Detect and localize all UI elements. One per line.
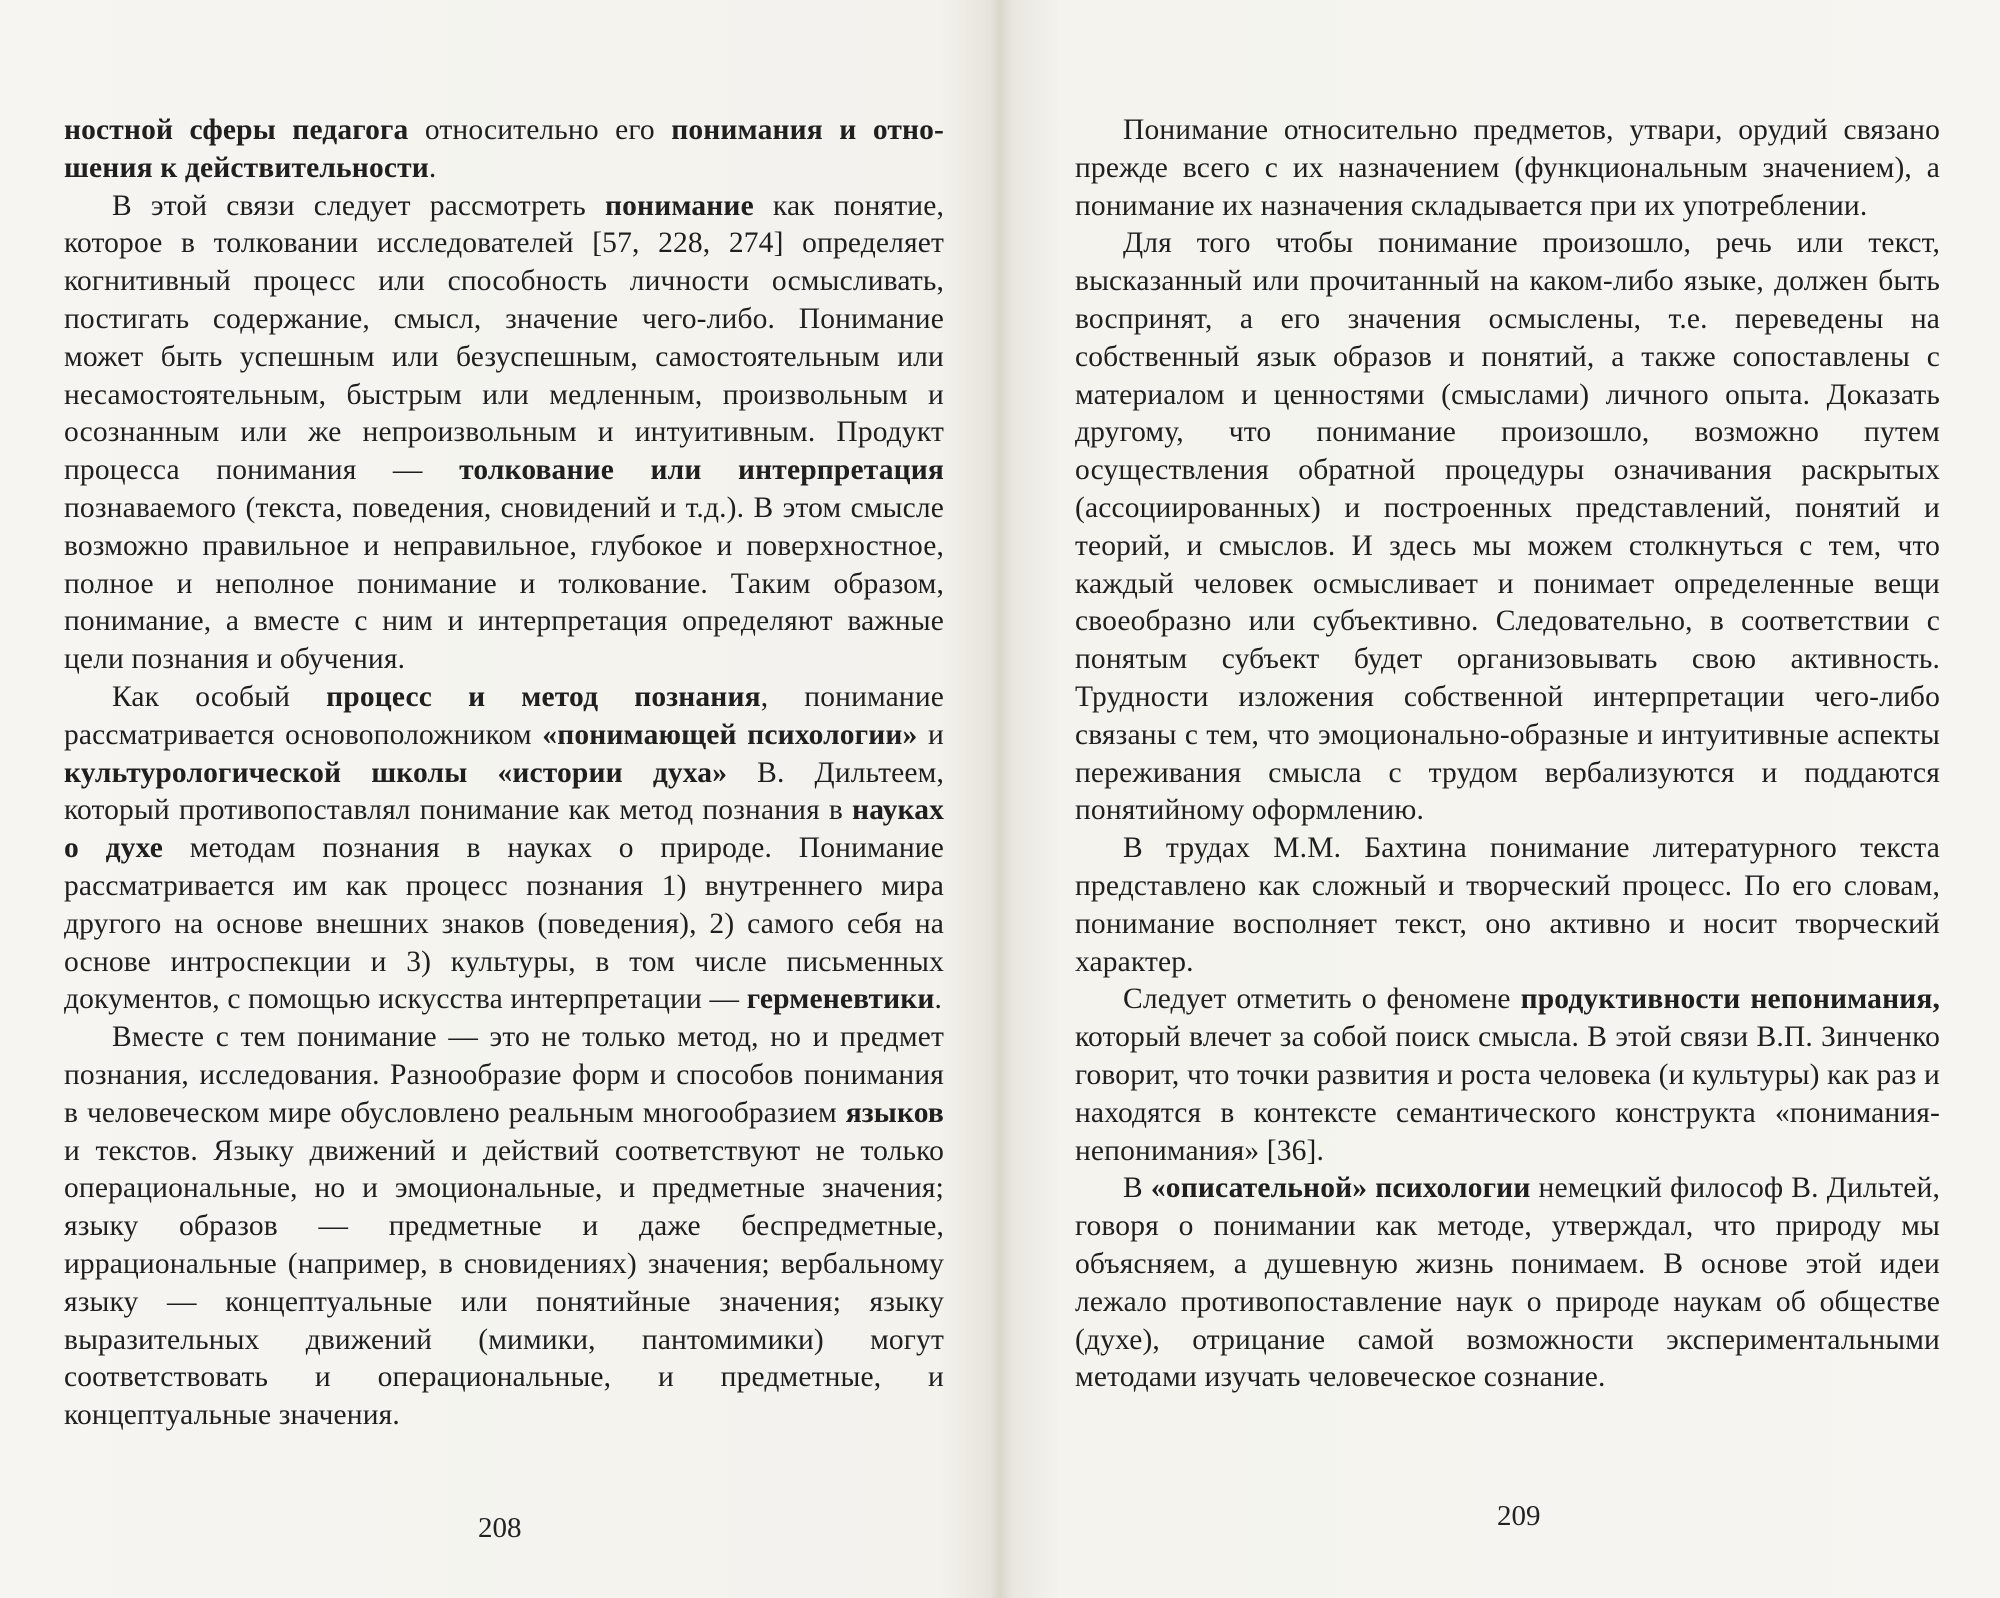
paragraph: [1075, 1170, 1940, 1397]
bold-term: понимания и отно-шения к действительности: [64, 114, 944, 184]
paragraph: [1075, 981, 1940, 1170]
bold-term: герменевтики: [746, 983, 935, 1016]
text-run: Вместе с тем понимание — это не только метод, но и предмет познания, исследования. Разнообразие форм и способов понимания в человеческом мире обусловлено реальным многообразием: [64, 1021, 944, 1129]
text-run: Для того чтобы понимание произошло, речь или текст, высказанный или прочитанный на каком-либо языке, должен быть воспринят, а его значения осмыслены, т.е. переведены на собственный язык образов и понятий, а также сопоставлены с материалом и ценностями (смыслами) личного опыта. Доказать другому, что понимание произошло, возможно путем осуществления обратной процедуры означивания раскрытых (ассоциированных) и построенных представлений, понятий и теорий, и смыслов. И здесь мы можем столкнуться с тем, что каждый человек осмысливает и понимает определенные вещи своеобразно или субъективно. Следовательно, в соответствии с понятым субъект будет организовывать свою активность. Трудности изложения собственной интерпретации чего-либо связаны с тем, что эмоционально-образные и интуитивные аспекты переживания смысла с трудом вербализуются и поддаются понятийному оформлению.: [1075, 227, 1940, 827]
left-page: [64, 112, 944, 1435]
text-run: Следует отметить о феномене: [1123, 983, 1521, 1016]
text-run: В. Дильтеем, который противопоставлял понимание как метод познания в: [64, 756, 944, 827]
right-page-text: [1075, 112, 1940, 1397]
right-page: [1075, 112, 1940, 1397]
text-run: В трудах М.М. Бахтина понимание литературного текста представлено как сложный и творческий процесс. По его словам, понимание восполняет текст, оно активно и носит творческий характер.: [1075, 832, 1940, 978]
bold-term: продуктивности непонимания,: [1520, 983, 1940, 1016]
paragraph: [1075, 112, 1940, 225]
text-run: В этой связи следует рассмотреть: [112, 189, 605, 222]
paragraph: [1075, 225, 1940, 830]
page-number-left: 208: [478, 1512, 522, 1544]
text-run: познаваемого (текста, поведения, сновидений и т.д.). В этом смысле возможно правильное и неправильное, глубокое и поверхностное, полное и неполное понимание и толкование. Таким образом, понимание, а вместе с ним и интерпретация определяют важные цели познания и обучения.: [64, 491, 944, 676]
text-run: .: [934, 983, 943, 1016]
text-run: Понимание относительно предметов, утвари, орудий связано прежде всего с их назначением (функциональным значением), а понимание их назначения складывается при их употреблении.: [1075, 114, 1940, 222]
bold-term: «понимающей психологии»: [542, 718, 918, 751]
bold-term: толкование или интерпретация: [459, 454, 944, 487]
bold-term: науках о духе: [64, 794, 944, 865]
text-run: как понятие, которое в толковании исследователей [57, 228, 274] определяет когнитивный процесс или способность личности осмысливать, постигать содержание, смысл, значение чего-либо. Понимание может быть успешным или безуспешным, самостоятельным или несамостоятельным, быстрым или медленным, произвольным и осознанным или же непроизвольным и интуитивным. Продукт процесса понимания —: [64, 189, 944, 487]
text-run: немецкий философ В. Дильтей, говоря о понимании как методе, утверждал, что природу мы объясняем, а душевную жизнь понимаем. В основе этой идеи лежало противопоставление наук о природе наукам об обществе (духе), отрицание самой возможности экспериментальными методами изучать человеческое сознание.: [1075, 1172, 1940, 1394]
bold-term: языков: [845, 1096, 944, 1129]
bold-term: культурологической школы «истории духа»: [64, 756, 728, 789]
text-run: который влечет за собой поиск смысла. В этой связи В.П. Зинченко говорит, что точки развития и роста человека (и культуры) как раз и находятся в контексте семантического конструкта «понимания-непонимания» [36].: [1075, 1021, 1940, 1167]
bold-term: ностной сферы педагога: [64, 114, 409, 146]
paragraph: [64, 679, 944, 1019]
left-page-text: [64, 112, 944, 1435]
bold-term: понимание: [605, 189, 754, 222]
text-run: и: [917, 718, 944, 751]
text-run: , понимание рассматривается основоположником: [64, 680, 944, 751]
text-run: и текстов. Языку движений и действий соответствуют не только операциональные, но и эмоциональные, и предметные значения; языку образов — предметные и даже беспредметные, иррациональные (например, в сновидениях) значения; вербальному языку — концептуальные или понятийные значения; языку выразительных движений (мимики, пантомимики) могут соответствовать и операциональные, и предметные, и концептуальные значения.: [64, 1134, 944, 1432]
paragraph: [64, 112, 944, 188]
text-run: .: [428, 151, 437, 184]
text-run: Как особый: [112, 680, 327, 713]
bold-term: «описательной» психологии: [1150, 1172, 1531, 1205]
text-run: относительно его: [408, 114, 672, 146]
text-run: методам познания в науках о природе. Понимание рассматривается им как процесс познания 1) внутреннего мира другого на основе внешних знаков (поведения), 2) самого себя на основе интроспекции и 3) культуры, в том числе письменных документов, с помощью искусства интерпретации —: [64, 832, 944, 1016]
text-run: В: [1123, 1172, 1151, 1205]
paragraph: [1075, 830, 1940, 981]
page-number-right: 209: [1497, 1500, 1541, 1532]
bold-term: процесс и метод познания: [326, 680, 761, 713]
paragraph: [64, 188, 944, 679]
paragraph: [64, 1019, 944, 1435]
